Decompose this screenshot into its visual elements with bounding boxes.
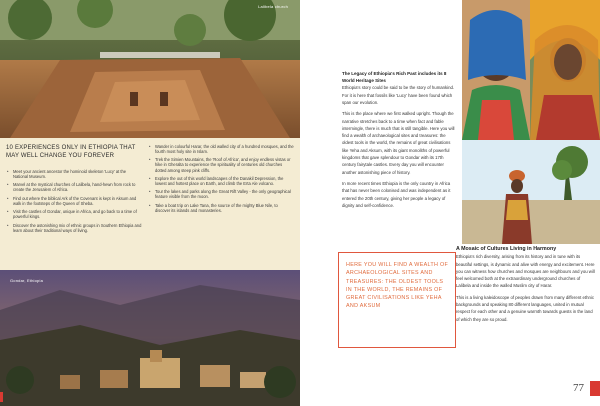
pull-quote-text: HERE YOU WILL FIND A WEALTH OF ARCHAEOLOGICAL SITES AND TREASURES: THE OLDEST TOOLS IN THE WORLD, THE REMAINS OF GREAT CIVILISATIONS LIKE YEHA AND AKSUM xyxy=(346,262,449,310)
article-paragraph: This is a living kaleidoscope of peoples drawn from many different ethnic backgrounds and speaking 80 different languages, united in mutual respect for each other and a genuine warmth towards guests in the land of which they are so proud. xyxy=(456,294,594,322)
list-item: • Tour the lakes and parks along the Great Rift Valley - the only geographical feature visible from the moon. xyxy=(148,189,294,199)
list-item: • Meet your ancient ancestor the hominoid skeleton 'Lucy' at the National Museum. xyxy=(6,169,142,179)
article-paragraph: Ethiopia's story could be said to be the story of humankind. For it is here that fossils like 'Lucy' have been found which span our evolution. xyxy=(342,85,455,105)
article-paragraph: Ethiopia's rich diversity, arising from its history and in tune with its beautiful settings, is dynamic and alive with energy and excitement. Here you can witness how churches and mosques are neighbours and you will feel welcomed both at the extraordinary underground churches of Lalibela and inside the walled Muslim city of Harar. xyxy=(456,254,595,289)
article-heading-2: A Mosaic of Cultures Living in Harmony xyxy=(456,246,557,252)
church-caption: Lalibela church xyxy=(258,4,288,9)
list-item: • Discover the astonishing mix of ethnic groups in Southern Ethiopia and learn about their traditional ways of living. xyxy=(6,223,142,233)
gonder-caption: Gondar, Ethiopia xyxy=(10,278,43,283)
article-paragraph: This is the place where we first walked upright. Though the narrative stretches back to a time when fact and fable intermingle, there is much that is still tangible. Here you will find a wealth of archaeological sites and treasures: the oldest tools in the world, the remains of great civilisations like Yeha and Aksum, with its giant monoliths of powerful kingdoms that gave splendour to Gondar with its 17th century fairytale castles. Every day you will encounter another astonishing piece of history. xyxy=(342,111,455,175)
experiences-box xyxy=(0,138,300,270)
page-edge-marker xyxy=(590,381,600,396)
list-item: • Wander in colourful Harar, the old walled city of a hundred mosques, and the fourth most holy site in Islam. xyxy=(148,144,294,154)
experiences-list-left xyxy=(6,169,142,236)
list-item: • Find out where the biblical Ark of the Covenant is kept in Aksum and walk in the footsteps of the Queen of Sheba. xyxy=(6,196,142,206)
experiences-list-right xyxy=(148,144,294,216)
list-item: • Explore the out of this world landscapes of the Danakil Depression, the lowest and hottest place on Earth, and climb the Erta Ale volcano. xyxy=(148,176,294,186)
article-paragraph: In more recent times Ethiopia is the only country in Africa that has never been colonised and was independent as it entered the 20th century, giving her people a legacy of dignity and self-confidence. xyxy=(342,180,451,208)
gonder-photo xyxy=(0,270,300,406)
list-item: • Visit the castles of Gondar, unique in Africa, and go back to a time of powerful kings. xyxy=(6,209,142,219)
portrait-photo-2 xyxy=(530,0,600,140)
list-item: • Marvel at the mystical churches of Lalibela, hand-hewn from rock to create the Jerusalem of Africa. xyxy=(6,182,142,192)
list-item: • Take a boat trip on Lake Tana, the source of the mighty Blue Nile, to discover its islands and monasteries. xyxy=(148,203,294,213)
page-number: 77 xyxy=(573,382,584,394)
portrait-photo-1 xyxy=(462,0,530,140)
page-edge-marker-left xyxy=(0,392,3,402)
experiences-title: 10 EXPERIENCES ONLY IN ETHIOPIA THAT MAY WELL CHANGE YOU FOREVER xyxy=(6,145,136,159)
article-main xyxy=(342,70,456,213)
pull-quote xyxy=(338,252,456,348)
church-photo xyxy=(0,0,300,138)
list-item: • Trek the Simien Mountains, the 'Roof of Africa', and enjoy endless vistas or hike in Gheralta to experience the spirituality of centuries old churches dotted among steep pink cliffs. xyxy=(148,157,294,172)
article-heading: The Legacy of Ethiopia's Rich Past includes its 8 World Heritage Sites xyxy=(342,71,447,84)
article-side xyxy=(456,246,596,327)
woman-photo xyxy=(462,140,600,244)
